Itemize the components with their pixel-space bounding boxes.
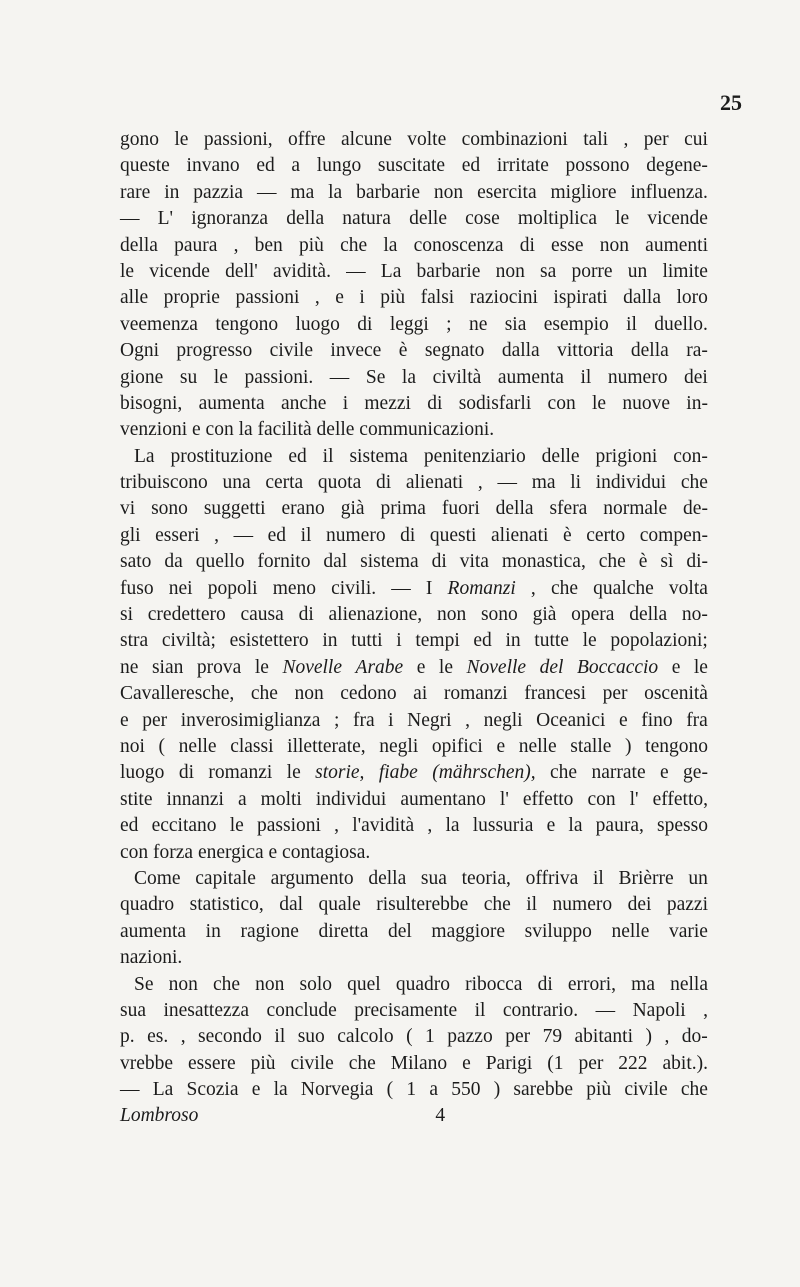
text-line: gione su le passioni. — Se la civiltà aumenta il numero dei [120, 366, 708, 388]
text-line: — La Scozia e la Norvegia ( 1 a 550 ) sarebbe più civile che [120, 1079, 708, 1101]
page-number: 25 [720, 90, 742, 115]
text-line: gono le passioni, offre alcune volte combinazioni tali , per cui [120, 129, 708, 150]
text-line: luogo di romanzi le storie, fiabe (mährschen), che narrate e ge- [120, 762, 708, 784]
text-line: della paura , ben più che la conoscenza di esse non aumenti [120, 234, 708, 256]
text-line: sato da quello fornito dal sistema di vita monastica, che è sì di- [120, 551, 708, 573]
text-line: alle proprie passioni , e i più falsi raziocini ispirati dalla loro [120, 287, 708, 309]
text-line: fuso nei popoli meno civili. — I Romanzi , che qualche volta [120, 577, 708, 599]
text-line: Come capitale argumento della sua teoria, offriva il Brièrre un [134, 867, 708, 889]
text-line: rare in pazzia — ma la barbarie non esercita migliore influenza. [120, 181, 708, 203]
text-line: La prostituzione ed il sistema penitenziario delle prigioni con- [134, 445, 708, 467]
text-line: stra civiltà; esistettero in tutti i tempi ed in tutte le popolazioni; [120, 630, 708, 652]
footer-author: Lombroso [120, 1105, 199, 1127]
text-line: e per inverosimiglianza ; fra i Negri , negli Oceanici e fino fra [120, 709, 708, 731]
text-line: sua inesattezza conclude precisamente il contrario. — Napoli , [120, 999, 708, 1021]
text-line: con forza energica e contagiosa. [120, 841, 371, 863]
text-line: ed eccitano le passioni , l'avidità , la lussuria e la paura, spesso [120, 815, 708, 837]
text-line: bisogni, aumenta anche i mezzi di sodisfarli con le nuove in- [120, 392, 708, 414]
text-line: veemenza tengono luogo di leggi ; ne sia esempio il duello. [120, 313, 708, 335]
text-line: Ogni progresso civile invece è segnato dalla vittoria della ra- [120, 340, 708, 362]
text-line: vrebbe essere più civile che Milano e Parigi (1 per 222 abit.). [120, 1052, 708, 1074]
text-line: p. es. , secondo il suo calcolo ( 1 pazzo per 79 abitanti ) , do- [120, 1026, 708, 1048]
text-line: ne sian prova le Novelle Arabe e le Novelle del Boccaccio e le [120, 656, 708, 678]
text-line: nazioni. [120, 947, 183, 969]
text-line: tribuiscono una certa quota di alienati , — ma li individui che [120, 472, 708, 494]
footer [120, 1103, 708, 1129]
text-line: stite innanzi a molti individui aumentano l' effetto con l' effetto, [120, 788, 708, 810]
text-line: vi sono suggetti erano già prima fuori della sfera normale de- [120, 498, 708, 520]
text-line: aumenta in ragione diretta del maggiore sviluppo nelle varie [120, 920, 708, 942]
text-line: venzioni e con la facilità delle communicazioni. [120, 419, 495, 441]
text-line: quadro statistico, dal quale risulterebbe che il numero dei pazzi [120, 894, 708, 916]
text-line: — L' ignoranza della natura delle cose moltiplica le vicende [120, 208, 708, 230]
text-line: si credettero causa di alienazione, non sono già opera della no- [120, 604, 708, 626]
text-line: noi ( nelle classi illetterate, negli opifici e nelle stalle ) tengono [120, 735, 708, 757]
body-text [120, 127, 708, 1129]
signature-mark: 4 [435, 1105, 446, 1127]
text-line: gli esseri , — ed il numero di questi alienati è certo compen- [120, 524, 708, 546]
text-line: queste invano ed a lungo suscitate ed irritate possono degene- [120, 155, 708, 177]
text-line: Cavalleresche, che non cedono ai romanzi francesi per oscenità [120, 683, 708, 705]
text-line: le vicende dell' avidità. — La barbarie non sa porre un limite [120, 260, 708, 282]
text-line: Se non che non solo quel quadro ribocca di errori, ma nella [134, 973, 708, 995]
